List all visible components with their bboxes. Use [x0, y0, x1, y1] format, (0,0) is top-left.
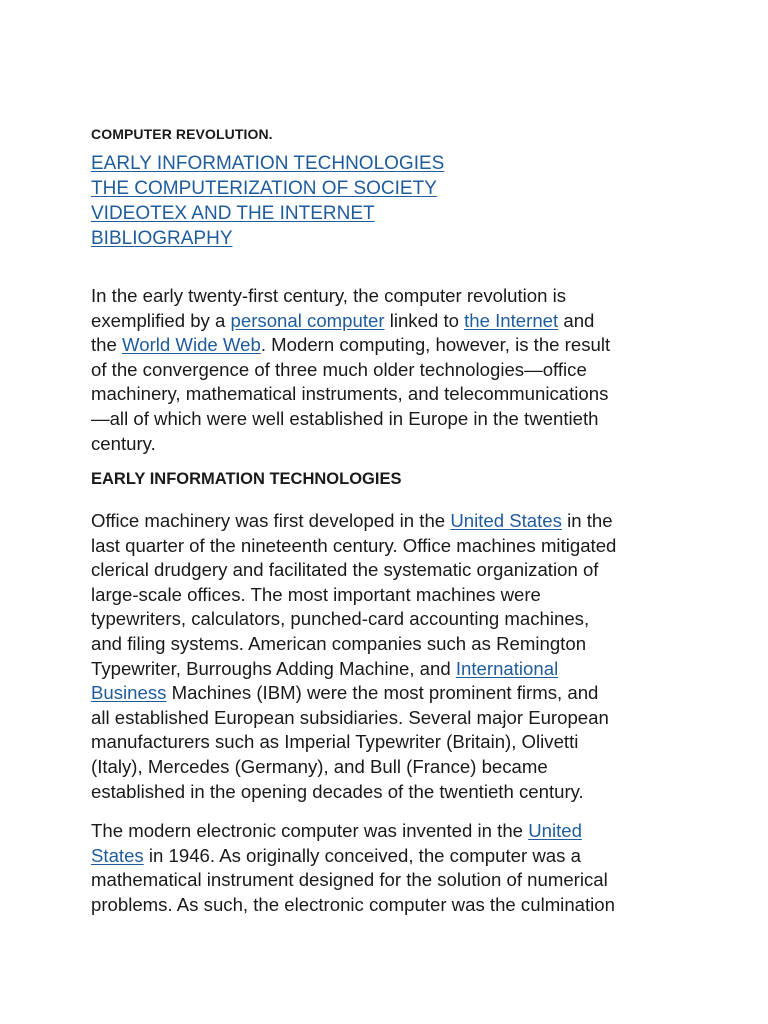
- document-title: COMPUTER REVOLUTION.: [91, 126, 273, 142]
- text-run: the: [91, 334, 123, 356]
- link-international-business-part2[interactable]: Business: [91, 682, 167, 704]
- text-run: problems. As such, the electronic computer was the culmination: [91, 893, 615, 915]
- link-united-states-2-part2[interactable]: States: [91, 844, 144, 866]
- text-run: century.: [91, 432, 156, 454]
- toc-item: [91, 201, 444, 226]
- text-run: linked to: [384, 309, 465, 331]
- office-machinery-paragraph: [91, 509, 616, 804]
- text-run: manufacturers such as Imperial Typewriter (Britain), Olivetti: [91, 731, 579, 753]
- link-the-internet[interactable]: the Internet: [464, 309, 559, 331]
- text-run: Typewriter, Burroughs Adding Machine, and: [91, 657, 456, 679]
- toc-item: [91, 226, 444, 251]
- text-run: —all of which were well established in Europe in the twentieth: [91, 407, 599, 429]
- electronic-computer-paragraph: [91, 819, 615, 917]
- toc-item: [91, 151, 444, 176]
- text-run: typewriters, calculators, punched-card accounting machines,: [91, 608, 590, 630]
- toc-link-videotex-and-internet[interactable]: VIDEOTEX AND THE INTERNET: [91, 203, 375, 224]
- text-run: established in the opening decades of the twentieth century.: [91, 780, 584, 802]
- text-run: last quarter of the nineteenth century. Office machines mitigated: [91, 534, 617, 556]
- text-run: Office machinery was first developed in the: [91, 510, 451, 531]
- text-run: of the convergence of three much older technologies—office: [91, 358, 587, 380]
- intro-paragraph: [91, 284, 610, 456]
- text-run: and filing systems. American companies such as Remington: [91, 632, 587, 654]
- link-united-states[interactable]: United States: [450, 510, 562, 531]
- link-international-business-part1[interactable]: International: [455, 657, 559, 679]
- toc-link-early-information-technologies[interactable]: EARLY INFORMATION TECHNOLOGIES: [91, 153, 445, 174]
- text-run: large-scale offices. The most important machines were: [91, 583, 541, 605]
- toc-link-bibliography[interactable]: BIBLIOGRAPHY: [91, 228, 233, 249]
- link-personal-computer[interactable]: personal computer: [230, 309, 385, 331]
- text-run: mathematical instrument designed for the solution of numerical: [91, 869, 608, 891]
- toc-item: [91, 176, 444, 201]
- text-run: clerical drudgery and facilitated the systematic organization of: [91, 559, 599, 581]
- text-run: in 1946. As originally conceived, the computer was a: [143, 844, 581, 866]
- text-run: and: [558, 309, 595, 331]
- text-run: all established European subsidiaries. Several major European: [91, 706, 609, 728]
- toc-link-computerization-of-society[interactable]: THE COMPUTERIZATION OF SOCIETY: [91, 178, 437, 199]
- link-united-states-2-part1[interactable]: United: [528, 820, 582, 841]
- text-run: The modern electronic computer was invented in the: [91, 820, 529, 841]
- text-run: Machines (IBM) were the most prominent firms, and: [166, 682, 599, 704]
- text-run: machinery, mathematical instruments, and telecommunications: [91, 383, 609, 405]
- link-world-wide-web[interactable]: World Wide Web: [122, 334, 261, 356]
- section-heading: EARLY INFORMATION TECHNOLOGIES: [91, 470, 402, 488]
- text-run: (Italy), Mercedes (Germany), and Bull (France) became: [91, 755, 548, 777]
- table-of-contents: [91, 151, 444, 251]
- text-run: . Modern computing, however, is the result: [260, 334, 611, 356]
- text-run: exemplified by a: [91, 309, 231, 331]
- text-run: In the early twenty-first century, the computer revolution is: [91, 285, 567, 306]
- text-run: in the: [561, 510, 613, 531]
